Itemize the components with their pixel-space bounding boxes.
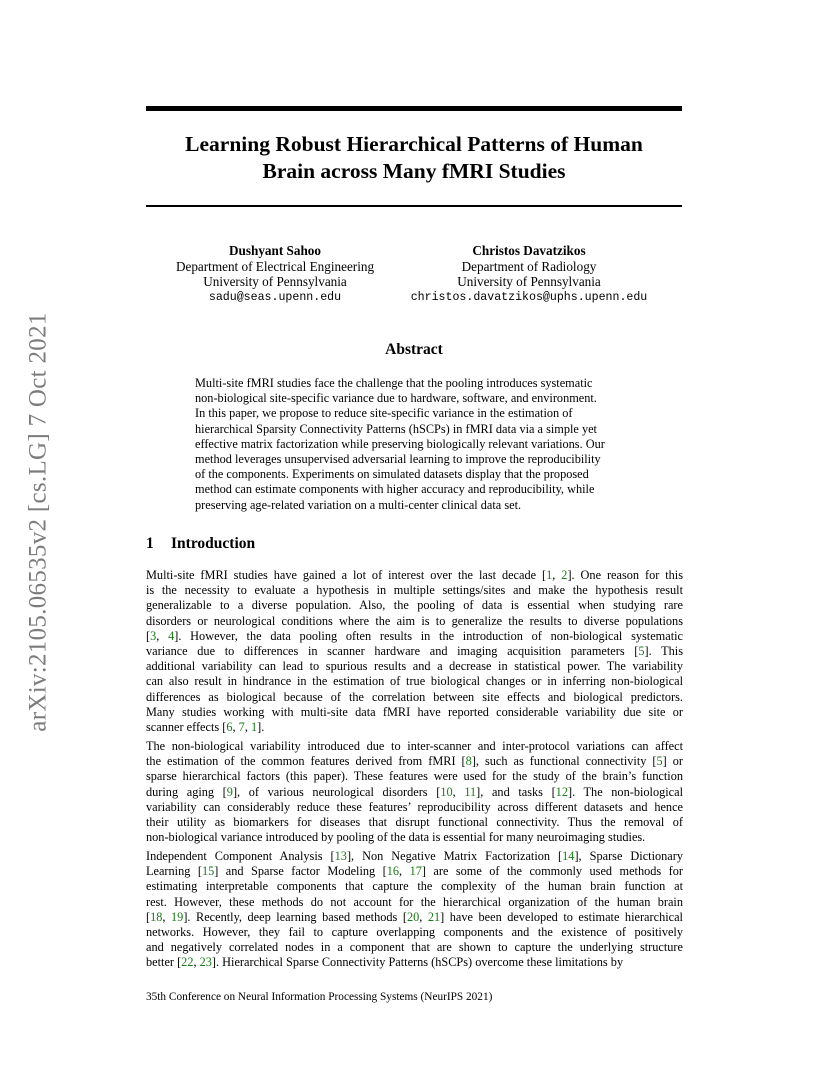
- paper-title: [146, 131, 682, 185]
- author-university: University of Pennsylvania: [457, 274, 601, 290]
- paragraph-line: rest. However, these methods do not account for the hierarchical organization of the human brain: [146, 894, 683, 909]
- citation-link[interactable]: 14: [562, 849, 575, 863]
- paragraph-line: can also result in hindrance in the estimation of true biological changes or in inferring non-biological: [146, 674, 683, 689]
- paragraph-line: Multi-site fMRI studies have gained a lot of interest over the last decade [1, 2]. One reason for this: [146, 568, 684, 582]
- citation-link[interactable]: 11: [464, 784, 477, 799]
- author-email: sadu@seas.upenn.edu: [208, 290, 342, 304]
- title-top-rule: [146, 106, 682, 111]
- paragraph-line: and negatively correlated nodes in a component that are shown to capture the underlying structure: [146, 940, 683, 955]
- author-university: University of Pennsylvania: [203, 274, 347, 290]
- author-department: Department of Electrical Engineering: [175, 258, 375, 274]
- conference-footer: 35th Conference on Neural Information Processing Systems (NeurIPS 2021): [146, 991, 493, 1003]
- paragraph-line: Many studies working with multi-site data fMRI have reported considerable variability due site or: [146, 704, 683, 719]
- citation-link[interactable]: 7: [238, 720, 245, 735]
- paragraph-line: The non-biological variability introduced due to inter-scanner and inter-protocol variations can affect: [146, 739, 683, 753]
- citation-link[interactable]: 2: [561, 568, 568, 582]
- citation-link[interactable]: 13: [334, 849, 347, 863]
- paragraph-line: Independent Component Analysis [13], Non Negative Matrix Factorization [14], Sparse Dictionary: [146, 849, 684, 863]
- paragraph-line: their utility as biomarkers for diseases that disrupt functional connectivity. Thus the removal of: [146, 815, 683, 830]
- citation-link[interactable]: 10: [440, 784, 453, 799]
- paragraph-line: disorders or neurological conditions where the aim is to generalize the results to diverse populations: [146, 613, 683, 628]
- citation-link[interactable]: 16: [386, 864, 400, 879]
- abstract-line: of the components. Experiments on simulated datasets display that the proposed: [195, 467, 589, 482]
- citation-link[interactable]: 12: [555, 784, 568, 799]
- paragraph-line: estimating interpretable components that capture the complexity of the human brain function at: [146, 879, 683, 894]
- paragraph-line: generalizable to a diverse population. Also, the pooling of data is essential when studying rare: [146, 598, 683, 613]
- citation-link[interactable]: 21: [427, 909, 441, 924]
- citation-link[interactable]: 8: [465, 754, 472, 769]
- paragraph-line: variability can considerably reduce these features’ reproducibility across different datasets and hence: [146, 799, 683, 814]
- abstract-line: method leverages unsupervised adversarial learning to improve the reproducibility: [195, 452, 601, 467]
- paragraph-line: differences as biological because of the correlation between site effects and biological predictors.: [146, 689, 683, 704]
- section-heading: [146, 535, 255, 553]
- paragraph-1: [146, 568, 683, 735]
- abstract-line: hierarchical Sparsity Connectivity Patterns (hSCPs) in fMRI data via a simple yet: [195, 421, 597, 436]
- author-block-1: [160, 243, 390, 305]
- paragraph-line: is the necessity to evaluate a hypothesis in multiple settings/sites and make the hypothesis result: [146, 583, 683, 598]
- paragraph-line: the estimation of the common features derived from fMRI [8], such as functional connectivity [5] or: [146, 754, 683, 769]
- abstract-heading: Abstract: [385, 341, 443, 358]
- citation-link[interactable]: 9: [226, 784, 233, 799]
- author-block-2: [400, 243, 658, 305]
- citation-link[interactable]: 19: [171, 909, 184, 924]
- paragraph-2: [146, 739, 683, 845]
- paragraph-line: Learning [15] and Sparse factor Modeling [16, 17] are some of the commonly used methods for: [146, 864, 683, 879]
- title-bottom-rule: [146, 205, 682, 207]
- abstract-line: non-biological site-specific variance due to hardware, software, and environment.: [195, 391, 597, 406]
- paragraph-line: networks. However, they fail to capture overlapping components and the existence of positively: [146, 925, 683, 940]
- citation-link[interactable]: 18: [150, 909, 163, 924]
- paragraph-line: scanner effects [6, 7, 1].: [146, 720, 265, 735]
- paragraph-line: additional variability can lead to spurious results and a decrease in statistical power. The variability: [146, 659, 683, 674]
- paragraph-line: sparse hierarchical factors (this paper). These features were used for the study of the brain’s function: [146, 769, 683, 784]
- abstract-line: effective matrix factorization while preserving biologically relevant variations. Our: [195, 436, 605, 451]
- citation-link[interactable]: 5: [656, 754, 663, 769]
- paragraph-line: [18, 19]. Recently, deep learning based methods [20, 21] have been developed to estimate hierarchical: [146, 909, 683, 924]
- author-name: Christos Davatzikos: [472, 243, 586, 258]
- citation-link[interactable]: 20: [406, 909, 420, 924]
- author-email: christos.davatzikos@uphs.upenn.edu: [410, 290, 648, 304]
- author-name: Dushyant Sahoo: [229, 243, 321, 258]
- paragraph-3: [146, 849, 683, 971]
- paragraph-line: variance due to differences in scanner hardware and imaging acquisition parameters [5]. This: [146, 644, 684, 659]
- citation-link[interactable]: 4: [168, 628, 175, 643]
- abstract-body: [195, 376, 636, 513]
- citation-link[interactable]: 22: [181, 955, 194, 970]
- abstract-line: preserving age-related variation on a multi-center clinical data set.: [195, 497, 522, 512]
- citation-link[interactable]: 15: [201, 864, 215, 879]
- citation-link[interactable]: 23: [199, 955, 212, 970]
- paragraph-line: better [22, 23]. Hierarchical Sparse Connectivity Patterns (hSCPs) overcome these limitations by: [146, 955, 624, 970]
- title-line-1: Learning Robust Hierarchical Patterns of Human: [185, 132, 643, 156]
- section-number: 1: [146, 535, 154, 552]
- citation-link[interactable]: 1: [250, 720, 258, 735]
- abstract-line: method can estimate components with higher accuracy and reproducibility, while: [195, 482, 595, 497]
- paragraph-line: [3, 4]. However, the data pooling often results in the introduction of non-biological systematic: [146, 628, 683, 643]
- paragraph-line: during aging [9], of various neurological disorders [10, 11], and tasks [12]. The non-biological: [146, 784, 684, 799]
- abstract-line: Multi-site fMRI studies face the challenge that the pooling introduces systematic: [195, 376, 593, 390]
- abstract-line: In this paper, we propose to reduce site-specific variance in the estimation of: [195, 406, 573, 421]
- arxiv-identifier-text: arXiv:2105.06535v2 [cs.LG] 7 Oct 2021: [25, 312, 52, 732]
- citation-link[interactable]: 6: [226, 720, 233, 735]
- section-title: Introduction: [171, 535, 256, 552]
- citation-link[interactable]: 5: [638, 644, 645, 659]
- title-line-2: Brain across Many fMRI Studies: [262, 159, 566, 183]
- citation-link[interactable]: 17: [409, 864, 422, 879]
- paragraph-line: non-biological variance introduced by pooling of the data is essential for many neuroimaging studies.: [146, 830, 646, 845]
- citation-link[interactable]: 3: [150, 628, 157, 643]
- author-department: Department of Radiology: [461, 258, 597, 274]
- citation-link[interactable]: 1: [546, 568, 553, 582]
- arxiv-identifier: [22, 296, 56, 748]
